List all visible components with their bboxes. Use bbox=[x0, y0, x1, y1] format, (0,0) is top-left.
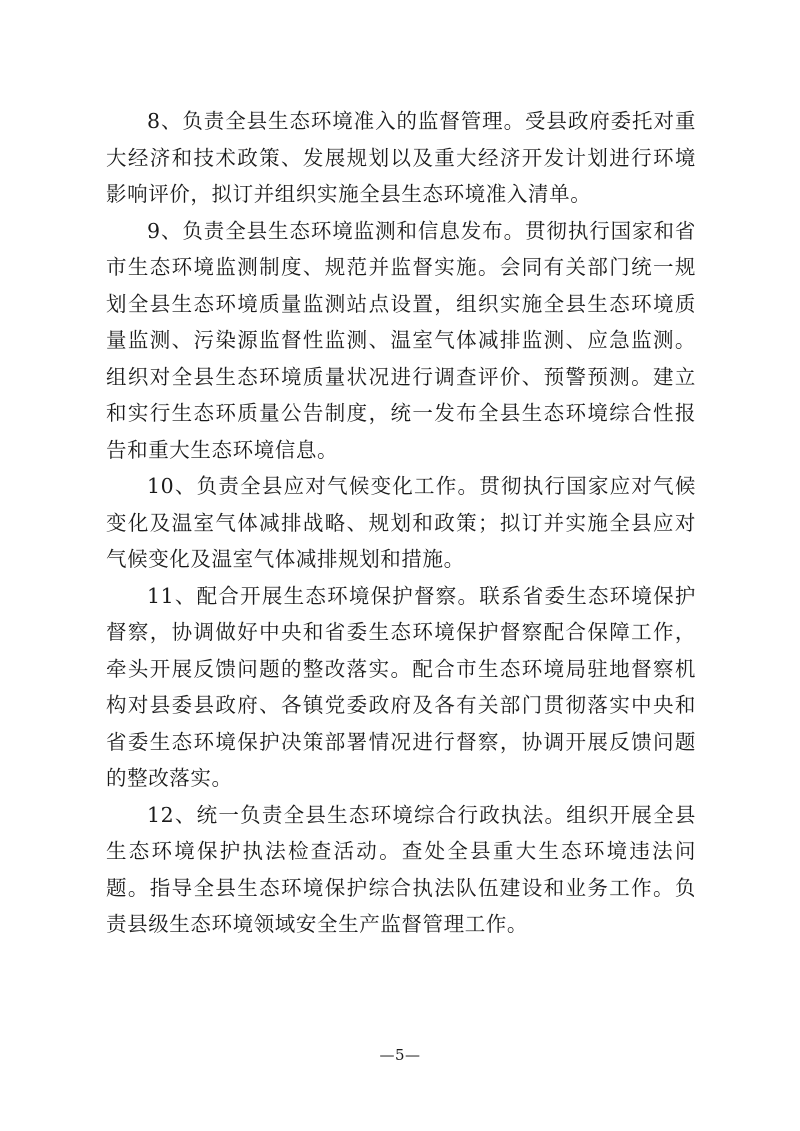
page-number: —5— bbox=[379, 1046, 421, 1064]
paragraph-item-12: 12、统一负责全县生态环境综合行政执法。组织开展全县生态环境保护执法检查活动。查处全县重大生态环境违法问题。指导全县生态环境保护综合执法队伍建设和业务工作。负责县级生态环境领域安全生产监督管理工作。 bbox=[106, 802, 696, 936]
paragraph-item-11: 11、配合开展生态环境保护督察。联系省委生态环境保护督察，协调做好中央和省委生态环境保护督察配合保障工作，牵头开展反馈问题的整改落实。配合市生态环境局驻地督察机构对县委县政府、各镇党委政府及各有关部门贯彻落实中央和省委生态环境保护决策部署情况进行督察，协调开展反馈问题的整改落实。 bbox=[106, 583, 696, 790]
paragraph-item-8: 8、负责全县生态环境准入的监督管理。受县政府委托对重大经济和技术政策、发展规划以及重大经济开发计划进行环境影响评价，拟订并组织实施全县生态环境准入清单。 bbox=[106, 109, 696, 206]
paragraph-item-9: 9、负责全县生态环境监测和信息发布。贯彻执行国家和省市生态环境监测制度、规范并监督实施。会同有关部门统一规划全县生态环境质量监测站点设置，组织实施全县生态环境质量监测、污染源监督性监测、温室气体减排监测、应急监测。组织对全县生态环境质量状况进行调查评价、预警预测。建立和实行生态环质量公告制度，统一发布全县生态环境综合性报告和重大生态环境信息。 bbox=[106, 218, 696, 462]
paragraph-item-10: 10、负责全县应对气候变化工作。贯彻执行国家应对气候变化及温室气体减排战略、规划和政策；拟订并实施全县应对气候变化及温室气体减排规划和措施。 bbox=[106, 474, 696, 571]
document-body bbox=[106, 103, 696, 943]
